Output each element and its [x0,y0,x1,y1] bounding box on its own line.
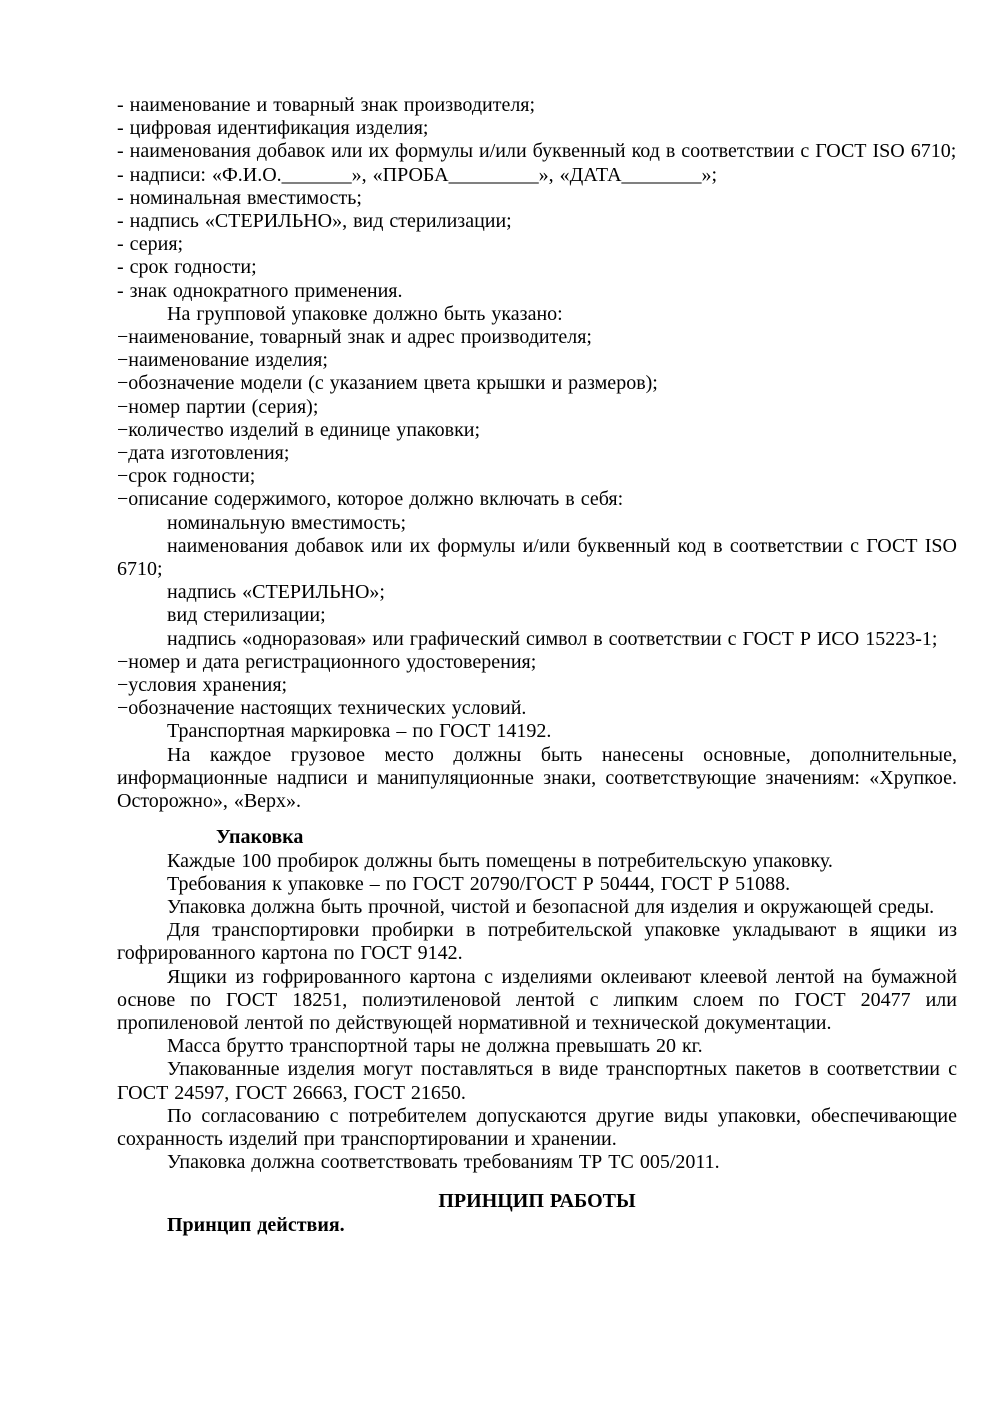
list-item: −срок годности; [117,465,256,488]
list-item: −обозначение настоящих технических условий. [117,697,527,720]
paragraph: Упаковка должна соответствовать требованиям ТР ТС 005/2011. [167,1151,720,1174]
list-item: - надпись «СТЕРИЛЬНО», вид стерилизации; [117,210,512,233]
list-item: −наименование изделия; [117,349,328,372]
list-item: - срок годности; [117,256,257,279]
list-item: −наименование, товарный знак и адрес производителя; [117,326,592,349]
list-item: - номинальная вместимость; [117,186,362,209]
list-item: −номер и дата регистрационного удостоверения; [117,650,537,673]
list-item: - надписи: «Ф.И.О._______», «ПРОБА_________», «ДАТА________»; [117,163,718,186]
paragraph: Масса брутто транспортной тары не должна превышать 20 кг. [167,1035,703,1058]
list-item: - наименования добавок или их формулы и/или буквенный код в соответствии с ГОСТ ISO 6710; [117,140,957,163]
paragraph: По согласованию с потребителем допускаются другие виды упаковки, обеспечивающие сохранность изделий при транспортировании и хранении. [117,1104,957,1150]
bold-lead-paragraph: Принцип действия. [167,1213,345,1236]
paragraph: номинальную вместимость; [167,511,407,534]
paragraph: надпись «СТЕРИЛЬНО»; [167,581,385,604]
paragraph: Требования к упаковке – по ГОСТ 20790/ГОСТ Р 50444, ГОСТ Р 51088. [167,872,791,895]
paragraph: надпись «одноразовая» или графический символ в соответствии с ГОСТ Р ИСО 15223-1; [167,627,938,650]
list-item: −количество изделий в единице упаковки; [117,418,481,441]
paragraph: вид стерилизации; [167,604,326,627]
list-item: −номер партии (серия); [117,395,319,418]
list-item: −описание содержимого, которое должно включать в себя: [117,488,624,511]
list-item: - серия; [117,233,184,256]
list-item: - наименование и товарный знак производителя; [117,94,536,116]
paragraph: Ящики из гофрированного картона с изделиями оклеивают клеевой лентой на бумажной основе по ГОСТ 18251, полиэтиленовой лентой с липким слоем по ГОСТ 20477 или пропиленовой лентой по действующей нормативной и технической документации. [117,965,957,1034]
paragraph: Каждые 100 пробирок должны быть помещены в потребительскую упаковку. [167,849,833,872]
section-heading: Упаковка [216,826,304,849]
paragraph: На каждое грузовое место должны быть нанесены основные, дополнительные, информационные надписи и манипуляционные знаки, соответствующие значениям: «Хрупкое. Осторожно», «Верх». [117,743,957,813]
paragraph: наименования добавок или их формулы и/или буквенный код в соответствии с ГОСТ ISO 6710; [117,534,957,581]
list-item: −обозначение модели (с указанием цвета крышки и размеров); [117,372,658,395]
paragraph: Транспортная маркировка – по ГОСТ 14192. [167,720,552,743]
paragraph: Упакованные изделия могут поставляться в виде транспортных пакетов в соответствии с ГОСТ 24597, ГОСТ 26663, ГОСТ 21650. [117,1058,957,1104]
list-item: - знак однократного применения. [117,279,403,302]
paragraph: На групповой упаковке должно быть указано: [167,302,563,325]
list-item: −дата изготовления; [117,442,290,465]
list-item: −условия хранения; [117,674,288,697]
paragraph: Для транспортировки пробирки в потребительской упаковке укладывают в ящики из гофрированного картона по ГОСТ 9142. [117,919,957,965]
centered-heading: ПРИНЦИП РАБОТЫ [438,1190,636,1213]
document-body [117,94,957,1237]
list-item: - цифровая идентификация изделия; [117,117,429,140]
paragraph: Упаковка должна быть прочной, чистой и безопасной для изделия и окружающей среды. [167,895,935,918]
